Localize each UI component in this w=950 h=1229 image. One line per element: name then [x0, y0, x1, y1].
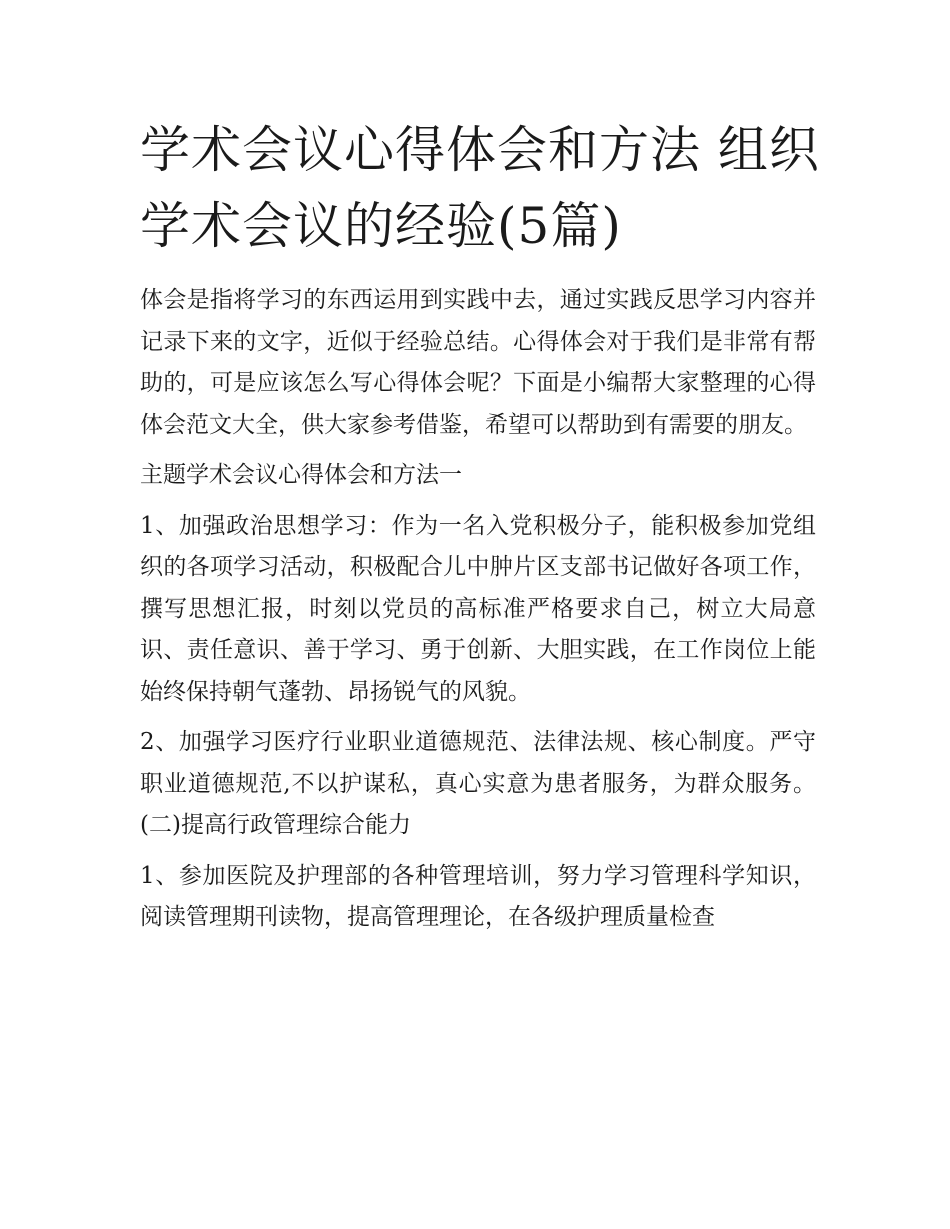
document-body: [140, 280, 816, 948]
section-heading: 主题学术会议心得体会和方法一: [140, 462, 462, 488]
intro-paragraph: 体会是指将学习的东西运用到实践中去，通过实践反思学习内容并记录下来的文字，近似于经验总结。心得体会对于我们是非常有帮助的，可是应该怎么写心得体会呢？下面是小编帮大家整理的心得体会范文大全，供大家参考借鉴，希望可以帮助到有需要的朋友。: [140, 287, 816, 438]
document-title: 学术会议心得体会和方法 组织学术会议的经验(5篇): [140, 121, 820, 255]
body-paragraph: 1、加强政治思想学习：作为一名入党积极分子，能积极参加党组织的各项学习活动，积极配合儿中肿片区支部书记做好各项工作，撰写思想汇报，时刻以党员的高标准严格要求自己，树立大局意识、责任意识、善于学习、勇于创新、大胆实践，在工作岗位上能始终保持朝气蓬勃、昂扬锐气的风貌。: [140, 512, 816, 705]
body-paragraph: 2、加强学习医疗行业职业道德规范、法律法规、核心制度。严守职业道德规范,不以护谋私，真心实意为患者服务，为群众服务。 (二)提高行政管理综合能力: [140, 729, 816, 838]
body-paragraph: 1、参加医院及护理部的各种管理培训，努力学习管理科学知识，阅读管理期刊读物，提高管理理论，在各级护理质量检查: [140, 862, 816, 930]
